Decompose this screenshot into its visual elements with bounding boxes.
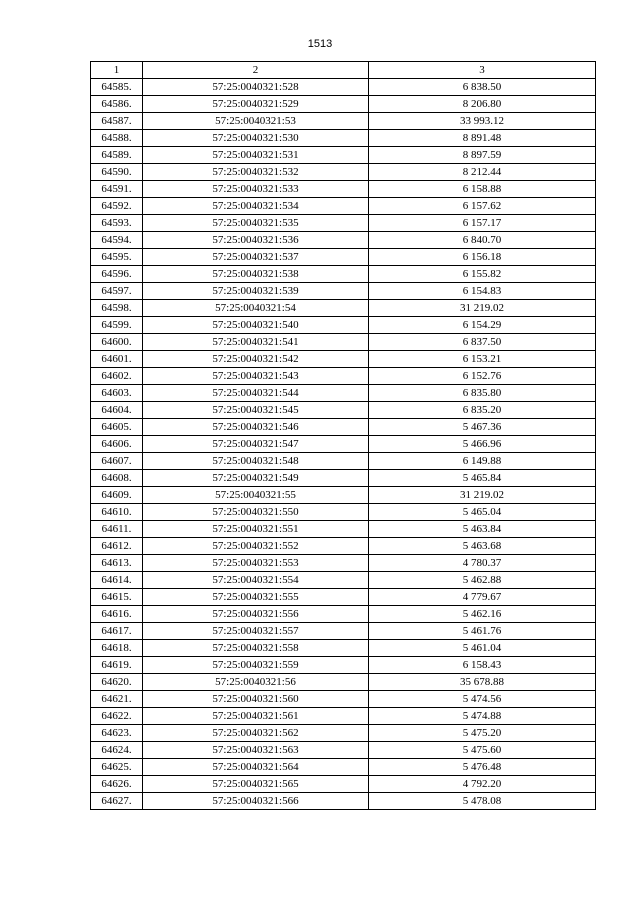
- row-number-cell: 64593.: [91, 215, 143, 232]
- table-row: [91, 79, 596, 96]
- row-number-cell: 64624.: [91, 742, 143, 759]
- value-cell: 8 206.80: [369, 96, 596, 113]
- value-cell: 8 891.48: [369, 130, 596, 147]
- table-row: [91, 742, 596, 759]
- value-cell: 6 155.82: [369, 266, 596, 283]
- table-row: [91, 300, 596, 317]
- row-number-cell: 64615.: [91, 589, 143, 606]
- table-row: [91, 708, 596, 725]
- value-cell: 8 897.59: [369, 147, 596, 164]
- cadastral-number-cell: 57:25:0040321:534: [143, 198, 369, 215]
- cadastral-number-cell: 57:25:0040321:563: [143, 742, 369, 759]
- row-number-cell: 64610.: [91, 504, 143, 521]
- cadastral-number-cell: 57:25:0040321:54: [143, 300, 369, 317]
- table-row: [91, 725, 596, 742]
- row-number-cell: 64612.: [91, 538, 143, 555]
- cadastral-number-cell: 57:25:0040321:560: [143, 691, 369, 708]
- table-row: [91, 470, 596, 487]
- table-row: [91, 385, 596, 402]
- value-cell: 6 158.88: [369, 181, 596, 198]
- table-row: [91, 572, 596, 589]
- row-number-cell: 64588.: [91, 130, 143, 147]
- table-row: [91, 198, 596, 215]
- table-row: [91, 232, 596, 249]
- value-cell: 31 219.02: [369, 300, 596, 317]
- table-row: [91, 691, 596, 708]
- cadastral-number-cell: 57:25:0040321:549: [143, 470, 369, 487]
- value-cell: 6 156.18: [369, 249, 596, 266]
- cadastral-number-cell: 57:25:0040321:541: [143, 334, 369, 351]
- cadastral-number-cell: 57:25:0040321:557: [143, 623, 369, 640]
- row-number-cell: 64604.: [91, 402, 143, 419]
- table-row: [91, 283, 596, 300]
- cadastral-number-cell: 57:25:0040321:556: [143, 606, 369, 623]
- table-row: [91, 317, 596, 334]
- row-number-cell: 64603.: [91, 385, 143, 402]
- row-number-cell: 64617.: [91, 623, 143, 640]
- row-number-cell: 64601.: [91, 351, 143, 368]
- row-number-cell: 64591.: [91, 181, 143, 198]
- value-cell: 5 474.56: [369, 691, 596, 708]
- value-cell: 5 467.36: [369, 419, 596, 436]
- table-row: [91, 606, 596, 623]
- value-cell: 5 463.68: [369, 538, 596, 555]
- row-number-cell: 64589.: [91, 147, 143, 164]
- table-row: [91, 249, 596, 266]
- cadastral-number-cell: 57:25:0040321:532: [143, 164, 369, 181]
- row-number-cell: 64613.: [91, 555, 143, 572]
- cadastral-number-cell: 57:25:0040321:555: [143, 589, 369, 606]
- table-row: [91, 487, 596, 504]
- row-number-cell: 64606.: [91, 436, 143, 453]
- table-row: [91, 351, 596, 368]
- row-number-cell: 64594.: [91, 232, 143, 249]
- column-header-2: 2: [143, 62, 369, 79]
- row-number-cell: 64614.: [91, 572, 143, 589]
- row-number-cell: 64598.: [91, 300, 143, 317]
- cadastral-number-cell: 57:25:0040321:547: [143, 436, 369, 453]
- table-row: [91, 776, 596, 793]
- table-row: [91, 793, 596, 810]
- value-cell: 6 157.62: [369, 198, 596, 215]
- table-row: [91, 368, 596, 385]
- value-cell: 6 152.76: [369, 368, 596, 385]
- cadastral-number-cell: 57:25:0040321:558: [143, 640, 369, 657]
- value-cell: 6 154.83: [369, 283, 596, 300]
- cadastral-number-cell: 57:25:0040321:564: [143, 759, 369, 776]
- cadastral-number-cell: 57:25:0040321:559: [143, 657, 369, 674]
- table-row: [91, 147, 596, 164]
- row-number-cell: 64611.: [91, 521, 143, 538]
- value-cell: 5 475.60: [369, 742, 596, 759]
- cadastral-number-cell: 57:25:0040321:544: [143, 385, 369, 402]
- row-number-cell: 64600.: [91, 334, 143, 351]
- row-number-cell: 64587.: [91, 113, 143, 130]
- table-row: [91, 164, 596, 181]
- cadastral-number-cell: 57:25:0040321:561: [143, 708, 369, 725]
- cadastral-number-cell: 57:25:0040321:539: [143, 283, 369, 300]
- row-number-cell: 64608.: [91, 470, 143, 487]
- table-row: [91, 657, 596, 674]
- table-row: [91, 402, 596, 419]
- value-cell: 5 478.08: [369, 793, 596, 810]
- table-row: [91, 538, 596, 555]
- row-number-cell: 64626.: [91, 776, 143, 793]
- value-cell: 5 461.76: [369, 623, 596, 640]
- value-cell: 6 154.29: [369, 317, 596, 334]
- value-cell: 35 678.88: [369, 674, 596, 691]
- value-cell: 5 474.88: [369, 708, 596, 725]
- table-row: [91, 589, 596, 606]
- table-row: [91, 555, 596, 572]
- row-number-cell: 64619.: [91, 657, 143, 674]
- table-row: [91, 759, 596, 776]
- cadastral-number-cell: 57:25:0040321:551: [143, 521, 369, 538]
- cadastral-number-cell: 57:25:0040321:542: [143, 351, 369, 368]
- row-number-cell: 64602.: [91, 368, 143, 385]
- row-number-cell: 64585.: [91, 79, 143, 96]
- cadastral-number-cell: 57:25:0040321:537: [143, 249, 369, 266]
- cadastral-number-cell: 57:25:0040321:531: [143, 147, 369, 164]
- table-row: [91, 334, 596, 351]
- row-number-cell: 64616.: [91, 606, 143, 623]
- row-number-cell: 64623.: [91, 725, 143, 742]
- cadastral-number-cell: 57:25:0040321:53: [143, 113, 369, 130]
- value-cell: 5 475.20: [369, 725, 596, 742]
- row-number-cell: 64596.: [91, 266, 143, 283]
- value-cell: 5 466.96: [369, 436, 596, 453]
- value-cell: 4 779.67: [369, 589, 596, 606]
- value-cell: 6 838.50: [369, 79, 596, 96]
- cadastral-number-cell: 57:25:0040321:540: [143, 317, 369, 334]
- cadastral-number-cell: 57:25:0040321:56: [143, 674, 369, 691]
- cadastral-number-cell: 57:25:0040321:55: [143, 487, 369, 504]
- row-number-cell: 64592.: [91, 198, 143, 215]
- value-cell: 6 837.50: [369, 334, 596, 351]
- cadastral-number-cell: 57:25:0040321:546: [143, 419, 369, 436]
- table-row: [91, 504, 596, 521]
- value-cell: 5 476.48: [369, 759, 596, 776]
- value-cell: 5 462.88: [369, 572, 596, 589]
- table-row: [91, 215, 596, 232]
- table-row: [91, 453, 596, 470]
- row-number-cell: 64625.: [91, 759, 143, 776]
- value-cell: 33 993.12: [369, 113, 596, 130]
- cadastral-number-cell: 57:25:0040321:530: [143, 130, 369, 147]
- cadastral-number-cell: 57:25:0040321:528: [143, 79, 369, 96]
- value-cell: 6 157.17: [369, 215, 596, 232]
- table-row: [91, 436, 596, 453]
- row-number-cell: 64620.: [91, 674, 143, 691]
- table-row: [91, 266, 596, 283]
- cadastral-number-cell: 57:25:0040321:533: [143, 181, 369, 198]
- value-cell: 6 153.21: [369, 351, 596, 368]
- value-cell: 4 792.20: [369, 776, 596, 793]
- table-row: [91, 521, 596, 538]
- cadastral-number-cell: 57:25:0040321:535: [143, 215, 369, 232]
- value-cell: 5 463.84: [369, 521, 596, 538]
- column-header-1: 1: [91, 62, 143, 79]
- row-number-cell: 64607.: [91, 453, 143, 470]
- cadastral-number-cell: 57:25:0040321:562: [143, 725, 369, 742]
- table-row: [91, 640, 596, 657]
- row-number-cell: 64609.: [91, 487, 143, 504]
- row-number-cell: 64590.: [91, 164, 143, 181]
- cadastral-number-cell: 57:25:0040321:550: [143, 504, 369, 521]
- table-row: [91, 181, 596, 198]
- cadastral-number-cell: 57:25:0040321:543: [143, 368, 369, 385]
- value-cell: 5 465.04: [369, 504, 596, 521]
- row-number-cell: 64586.: [91, 96, 143, 113]
- value-cell: 6 835.80: [369, 385, 596, 402]
- value-cell: 6 149.88: [369, 453, 596, 470]
- row-number-cell: 64618.: [91, 640, 143, 657]
- cadastral-number-cell: 57:25:0040321:538: [143, 266, 369, 283]
- cadastral-number-cell: 57:25:0040321:554: [143, 572, 369, 589]
- cadastral-value-table: [90, 61, 596, 810]
- value-cell: 31 219.02: [369, 487, 596, 504]
- cadastral-number-cell: 57:25:0040321:552: [143, 538, 369, 555]
- table-row: [91, 623, 596, 640]
- row-number-cell: 64605.: [91, 419, 143, 436]
- cadastral-number-cell: 57:25:0040321:553: [143, 555, 369, 572]
- table-row: [91, 96, 596, 113]
- page-number: 1513: [307, 38, 333, 50]
- cadastral-number-cell: 57:25:0040321:566: [143, 793, 369, 810]
- value-cell: 6 158.43: [369, 657, 596, 674]
- value-cell: 5 462.16: [369, 606, 596, 623]
- row-number-cell: 64627.: [91, 793, 143, 810]
- value-cell: 4 780.37: [369, 555, 596, 572]
- row-number-cell: 64595.: [91, 249, 143, 266]
- cadastral-number-cell: 57:25:0040321:536: [143, 232, 369, 249]
- value-cell: 5 461.04: [369, 640, 596, 657]
- cadastral-number-cell: 57:25:0040321:545: [143, 402, 369, 419]
- column-header-3: 3: [369, 62, 596, 79]
- table-row: [91, 674, 596, 691]
- table-body: [91, 79, 596, 810]
- table-row: [91, 113, 596, 130]
- cadastral-number-cell: 57:25:0040321:548: [143, 453, 369, 470]
- value-cell: 5 465.84: [369, 470, 596, 487]
- table-row: [91, 419, 596, 436]
- table-row: [91, 130, 596, 147]
- value-cell: 8 212.44: [369, 164, 596, 181]
- row-number-cell: 64599.: [91, 317, 143, 334]
- cadastral-number-cell: 57:25:0040321:529: [143, 96, 369, 113]
- value-cell: 6 840.70: [369, 232, 596, 249]
- table-header-row: [91, 62, 596, 79]
- row-number-cell: 64597.: [91, 283, 143, 300]
- cadastral-number-cell: 57:25:0040321:565: [143, 776, 369, 793]
- row-number-cell: 64622.: [91, 708, 143, 725]
- row-number-cell: 64621.: [91, 691, 143, 708]
- value-cell: 6 835.20: [369, 402, 596, 419]
